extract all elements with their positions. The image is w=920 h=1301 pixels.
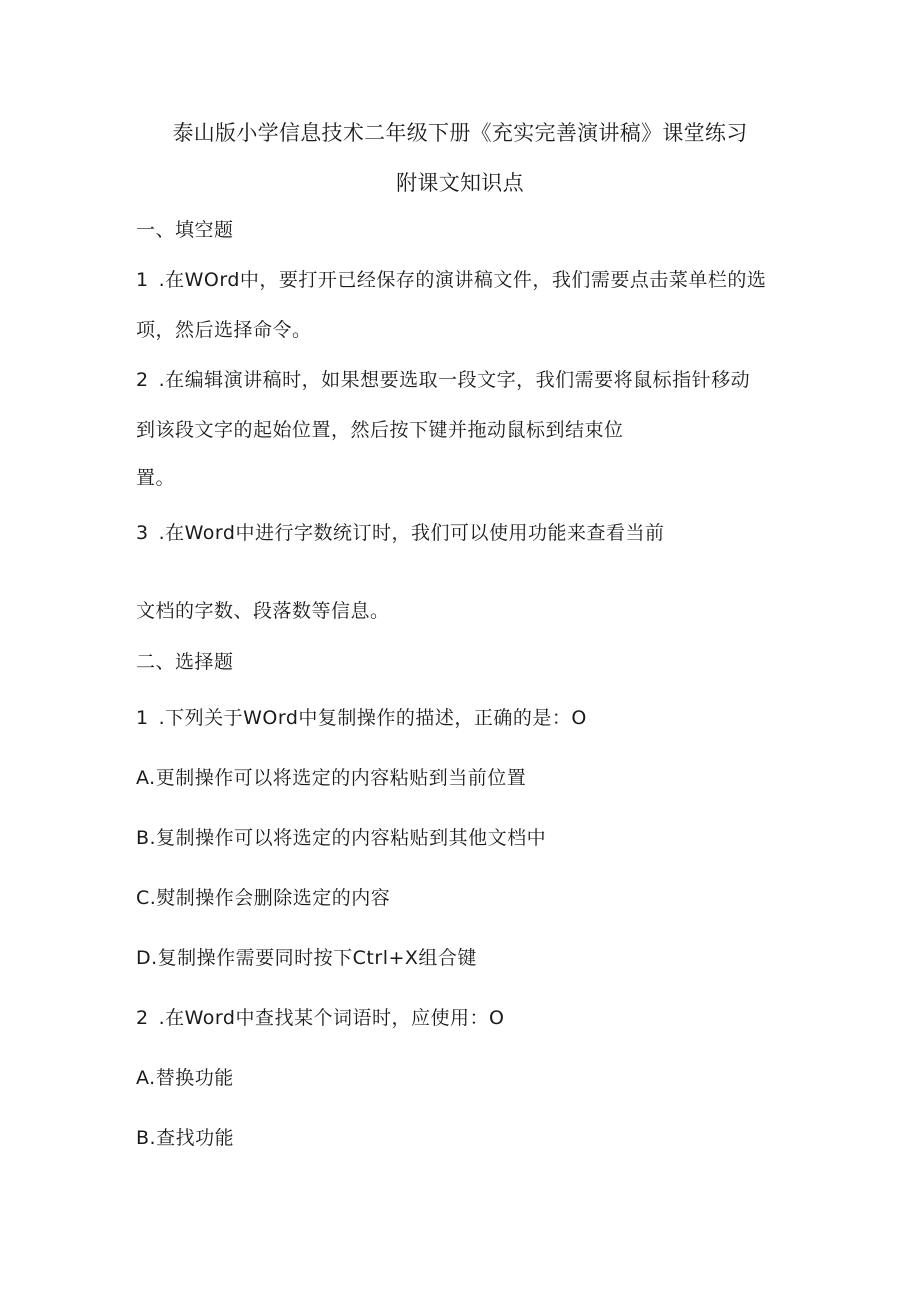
document-title: 泰山版小学信息技术二年级下册《充实完善演讲稿》课堂练习 [172, 121, 748, 145]
question-number: 1 [136, 269, 149, 291]
section-heading-multiple-choice: 二、选择题 [136, 651, 234, 673]
question-number: 3 [136, 522, 149, 544]
question-2-line-1 [136, 368, 750, 392]
mc-question-1-option-d: D.复制操作需要同时按下Ctrl+X组合键 [136, 947, 477, 969]
mc-question-1-option-a: A.更制操作可以将选定的内容粘贴到当前位置 [136, 767, 527, 789]
question-1-line-2: 项，然后选择命令。 [136, 319, 312, 341]
question-text: .在编辑演讲稿时，如果想要选取一段文字，我们需要将鼠标指针移动 [158, 369, 751, 391]
question-text: .下列关于WOrd中复制操作的描述，正确的是：O [158, 707, 587, 729]
question-1-line-1 [136, 268, 766, 292]
question-2-line-3: 置。 [136, 467, 176, 489]
question-number: 2 [136, 369, 149, 391]
mc-question-2-option-b: B.查找功能 [136, 1127, 235, 1149]
question-number: 2 [136, 1007, 149, 1029]
question-2-line-2: 到该段文字的起始位置，然后按下键并拖动鼠标到结束位 [136, 419, 624, 441]
question-text: .在Word中查找某个词语时，应使用：O [158, 1007, 505, 1029]
mc-question-1-stem [136, 706, 587, 730]
section-heading-fill-blank: 一、填空题 [136, 219, 234, 241]
mc-question-1-option-c: C.熨制操作会删除选定的内容 [136, 887, 391, 909]
question-3-line-2: 文档的字数、段落数等信息。 [136, 600, 390, 622]
question-text: .在Word中进行字数统订时，我们可以使用功能来查看当前 [158, 522, 665, 544]
question-3-line-1 [136, 521, 664, 545]
question-text: .在WOrd中，要打开已经保存的演讲稿文件，我们需要点击菜单栏的选 [158, 269, 767, 291]
document-subtitle: 附课文知识点 [396, 171, 524, 195]
mc-question-2-stem [136, 1006, 504, 1030]
mc-question-2-option-a: A.替换功能 [136, 1067, 234, 1089]
mc-question-1-option-b: B.复制操作可以将选定的内容粘贴到其他文档中 [136, 827, 547, 849]
question-number: 1 [136, 707, 149, 729]
